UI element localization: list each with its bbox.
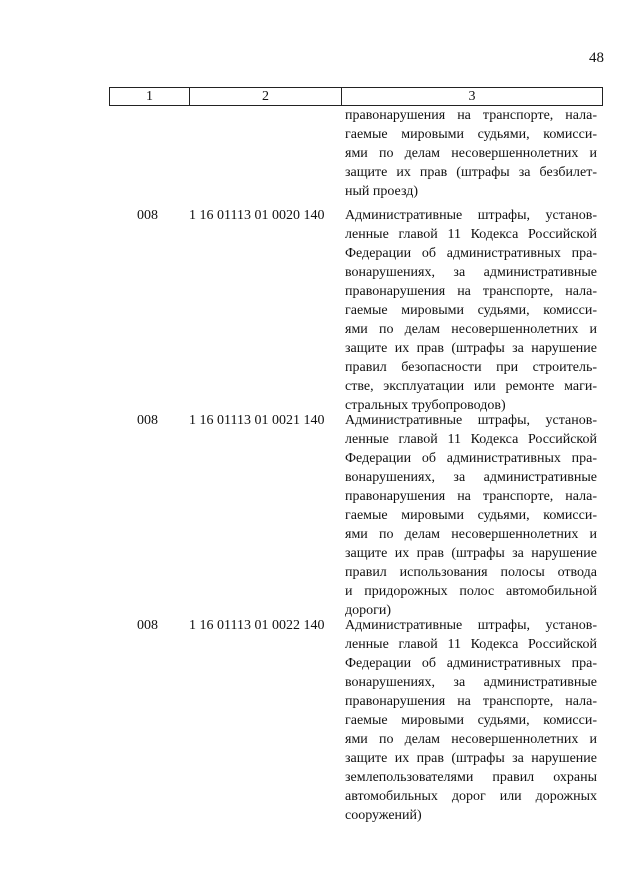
text-line: Административные штрафы, установ- bbox=[345, 413, 597, 428]
text-line: ленные главой 11 Кодекса Российской bbox=[345, 227, 597, 242]
text-line: Административные штрафы, установ- bbox=[345, 208, 597, 223]
row-description bbox=[345, 206, 597, 415]
text-line: землепользователями правил охраны bbox=[345, 770, 597, 785]
header-col-2: 2 bbox=[190, 88, 342, 105]
text-line: гаемые мировыми судьями, комисси- bbox=[345, 303, 597, 318]
text-line: правил безопасности при строитель- bbox=[345, 360, 597, 375]
row-description bbox=[345, 411, 597, 620]
admin-code: 008 bbox=[137, 208, 158, 223]
text-line: гаемые мировыми судьями, комисси- bbox=[345, 508, 597, 523]
text-line: защите их прав (штрафы за нарушение bbox=[345, 751, 597, 766]
text-line: автомобильных дорог или дорожных bbox=[345, 789, 597, 804]
text-line: гаемые мировыми судьями, комисси- bbox=[345, 127, 597, 142]
text-line: защите их прав (штрафы за нарушение bbox=[345, 341, 597, 356]
text-line: правонарушения на транспорте, нала- bbox=[345, 108, 597, 123]
text-line: стральных трубопроводов) bbox=[345, 398, 506, 413]
admin-code: 008 bbox=[137, 413, 158, 428]
text-line: дороги) bbox=[345, 603, 392, 618]
text-line: правонарушения на транспорте, нала- bbox=[345, 489, 597, 504]
header-col-3: 3 bbox=[468, 89, 476, 104]
page-number: 48 bbox=[589, 50, 604, 66]
text-line: правил использования полосы отвода bbox=[345, 565, 597, 580]
text-line: Федерации об административных пра- bbox=[345, 246, 597, 261]
text-line: ями по делам несовершеннолетних и bbox=[345, 146, 597, 161]
text-line: сооружений) bbox=[345, 808, 422, 823]
text-line: вонарушениях, за административные bbox=[345, 470, 597, 485]
text-line: правонарушения на транспорте, нала- bbox=[345, 694, 597, 709]
text-line: и придорожных полос автомобильной bbox=[345, 584, 597, 599]
text-line: защите их прав (штрафы за безбилет- bbox=[345, 165, 597, 180]
text-line: ный проезд) bbox=[345, 184, 419, 199]
text-line: вонарушениях, за административные bbox=[345, 675, 597, 690]
text-line: ленные главой 11 Кодекса Российской bbox=[345, 432, 597, 447]
kbk-code: 1 16 01113 01 0020 140 bbox=[189, 208, 325, 223]
text-line: Административные штрафы, установ- bbox=[345, 618, 597, 633]
row-description bbox=[345, 616, 597, 825]
text-line: защите их прав (штрафы за нарушение bbox=[345, 546, 597, 561]
table-header bbox=[109, 87, 603, 106]
continuation-text bbox=[345, 106, 597, 201]
text-line: ями по делам несовершеннолетних и bbox=[345, 732, 597, 747]
text-line: ями по делам несовершеннолетних и bbox=[345, 322, 597, 337]
text-line: ленные главой 11 Кодекса Российской bbox=[345, 637, 597, 652]
text-line: вонарушениях, за административные bbox=[345, 265, 597, 280]
text-line: ями по делам несовершеннолетних и bbox=[345, 527, 597, 542]
header-col-1: 1 bbox=[110, 88, 190, 105]
kbk-code: 1 16 01113 01 0022 140 bbox=[189, 618, 325, 633]
kbk-code: 1 16 01113 01 0021 140 bbox=[189, 413, 325, 428]
text-line: стве, эксплуатации или ремонте маги- bbox=[345, 379, 597, 394]
text-line: Федерации об административных пра- bbox=[345, 656, 597, 671]
admin-code: 008 bbox=[137, 618, 158, 633]
text-line: Федерации об административных пра- bbox=[345, 451, 597, 466]
text-line: гаемые мировыми судьями, комисси- bbox=[345, 713, 597, 728]
text-line: правонарушения на транспорте, нала- bbox=[345, 284, 597, 299]
